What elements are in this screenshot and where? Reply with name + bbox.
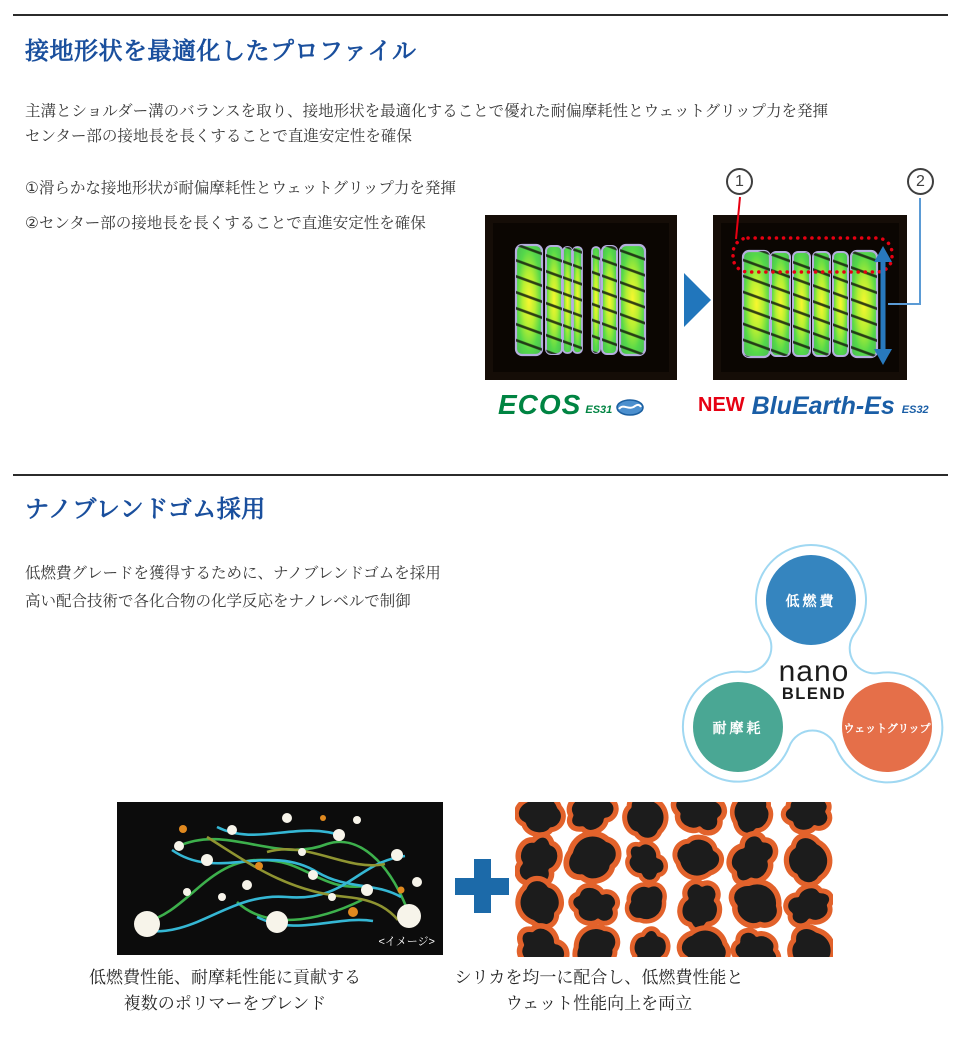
bluearth-model-text: ES32 [901, 404, 929, 416]
silica-dispersion-image [515, 802, 833, 962]
contact-patch-image-bluearth [713, 215, 907, 380]
section2-body-line1: 低燃費グレードを獲得するために、ナノブレンドゴムを採用 [25, 565, 441, 582]
section-divider [13, 474, 948, 476]
tread-ribs [516, 245, 645, 355]
wear-resistance-label: 耐摩耗 [712, 720, 764, 736]
contact-patch-image-ecos [485, 215, 677, 380]
polymer-blend-image [117, 802, 443, 960]
silica-caption-line1: シリカを均一に配合し、低燃費性能と [454, 968, 744, 987]
polymer-caption-line1: 低燃費性能、耐摩耗性能に貢献する [89, 968, 361, 987]
section1-point1: ①滑らかな接地形状が耐偏摩耗性とウェットグリップ力を発揮 [25, 180, 456, 197]
ecos-logo [498, 389, 644, 419]
section2-heading: ナノブレンドゴム採用 [25, 496, 266, 523]
polymer-blend-graphic [117, 802, 443, 955]
ecos-logo-text: ECOS [498, 389, 582, 420]
blend-title: BLEND [781, 685, 847, 703]
callout-2-badge: 2 [907, 168, 934, 195]
fuel-efficiency-label: 低燃費 [785, 593, 837, 609]
bluearth-logo [698, 389, 929, 419]
transition-arrow-icon [684, 273, 711, 327]
section-divider [13, 14, 948, 16]
image-note: <イメージ> [378, 936, 435, 948]
wet-grip-label: ウェットグリップ [843, 723, 931, 735]
new-label: NEW [698, 394, 745, 416]
section1-point2: ②センター部の接地長を長くすることで直進安定性を確保 [25, 215, 426, 232]
plus-icon [455, 859, 509, 913]
callout-1-badge: 1 [726, 168, 753, 195]
silica-dispersion-graphic [515, 802, 833, 957]
section1-heading: 接地形状を最適化したプロファイル [25, 38, 417, 65]
polymer-caption-line2: 複数のポリマーをブレンド [123, 994, 327, 1013]
polymer-caption [60, 965, 390, 1017]
silica-caption-line2: ウェット性能向上を両立 [505, 994, 693, 1013]
nano-title: nano [778, 655, 850, 688]
contact-patch-ecos-graphic [485, 215, 677, 380]
contact-patch-bluearth-graphic [713, 215, 907, 380]
silica-caption [434, 965, 764, 1017]
section1-body-line1: 主溝とショルダー溝のバランスを取り、接地形状を最適化することで優れた耐偏摩耗性とウェットグリップ力を発揮 [25, 103, 829, 120]
eco-globe-icon [616, 399, 644, 416]
section2-body-line2: 高い配合技術で各化合物の化学反応をナノレベルで制御 [25, 593, 411, 610]
ecos-model-text: ES31 [585, 404, 613, 416]
bluearth-logo-text: BluEarth-Es [751, 392, 895, 420]
nano-blend-diagram [680, 540, 961, 790]
plus-bar [474, 859, 491, 913]
section1-body-line2: センター部の接地長を長くすることで直進安定性を確保 [25, 128, 412, 145]
tread-ribs [743, 251, 877, 357]
